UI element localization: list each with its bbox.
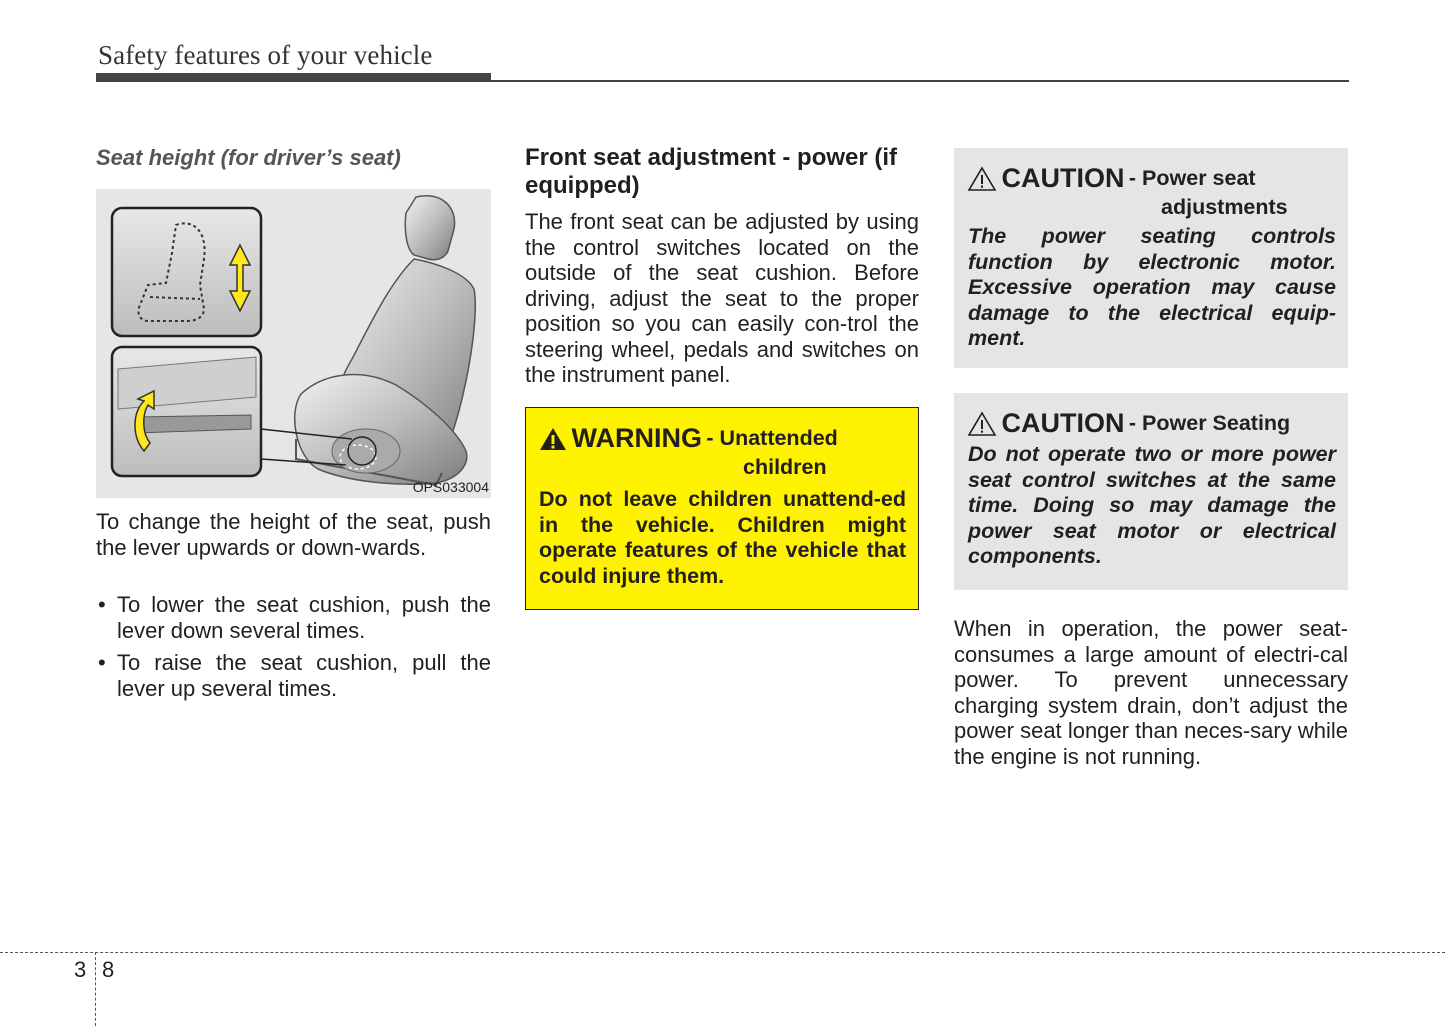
footer-rule — [0, 952, 1445, 953]
chapter-number: 3 — [74, 957, 87, 982]
seat-illustration — [96, 189, 491, 498]
lever-closeup-panel — [112, 347, 261, 476]
caution-subtitle-cont: adjustments — [1161, 195, 1288, 219]
list-item: • To raise the seat cushion, pull the lever up several times. — [98, 650, 491, 701]
caution-triangle-icon — [967, 411, 997, 437]
list-item: • To lower the seat cushion, push the lever down several times. — [98, 592, 491, 643]
caution-heading — [967, 408, 1290, 439]
caution-text: Do not operate two or more power seat control switches at the same time. Doing so may damage the power seat motor or electrical components. — [968, 442, 1336, 568]
warning-triangle-icon — [539, 427, 567, 451]
seat-drawing — [295, 196, 476, 485]
seat-height-bullets — [96, 592, 491, 708]
power-consumption-paragraph: When in operation, the power seat-consumes a large amount of electri-cal power. To prevent unnecessary charging system drain, don’t adjust the power seat longer than neces-sary while the engine is not running. — [954, 616, 1348, 769]
caution-label: CAUTION — [1001, 408, 1125, 438]
seat-height-subheading: Seat height (for driver’s seat) — [96, 145, 401, 170]
caution-heading — [967, 163, 1288, 220]
footer-divider — [95, 952, 96, 1026]
page-number: 8 — [102, 957, 115, 982]
warning-heading — [539, 423, 838, 480]
caution-box-seat-adjustments — [954, 148, 1348, 368]
power-seat-title: Front seat adjustment - power (if equipped) — [525, 144, 898, 199]
warning-text: Do not leave children unattend-ed in the vehicle. Children might operate features of the vehicle that could injure them. — [539, 487, 906, 588]
seat-height-icon-panel — [112, 208, 261, 336]
power-seat-paragraph: The front seat can be adjusted by using the control switches located on the outside of the seat cushion. Before driving, adjust the seat to the proper position so you can easily con-trol the steering wheel, pedals and switches on the instrument panel. — [525, 209, 919, 387]
warning-subtitle: - Unattended — [706, 426, 838, 450]
seat-height-paragraph: To change the height of the seat, push the lever upwards or down-wards. — [96, 509, 491, 560]
figure-code: OPS033004 — [412, 479, 489, 495]
warning-label: WARNING — [571, 423, 702, 453]
warning-box — [525, 407, 919, 610]
caution-subtitle: - Power Seating — [1128, 411, 1291, 435]
header-rule — [96, 80, 1349, 82]
caution-triangle-icon — [967, 166, 997, 192]
caution-label: CAUTION — [1001, 163, 1125, 193]
caution-text: The power seating controls function by electronic motor. Excessive operation may cause damage to the electrical equip-ment. — [968, 224, 1336, 350]
seat-height-figure — [96, 189, 491, 498]
caution-box-power-seating — [954, 393, 1348, 590]
caution-subtitle: - Power seat — [1128, 166, 1256, 190]
warning-subtitle-cont: children — [743, 455, 827, 479]
section-header-title: Safety features of your vehicle — [98, 40, 433, 70]
